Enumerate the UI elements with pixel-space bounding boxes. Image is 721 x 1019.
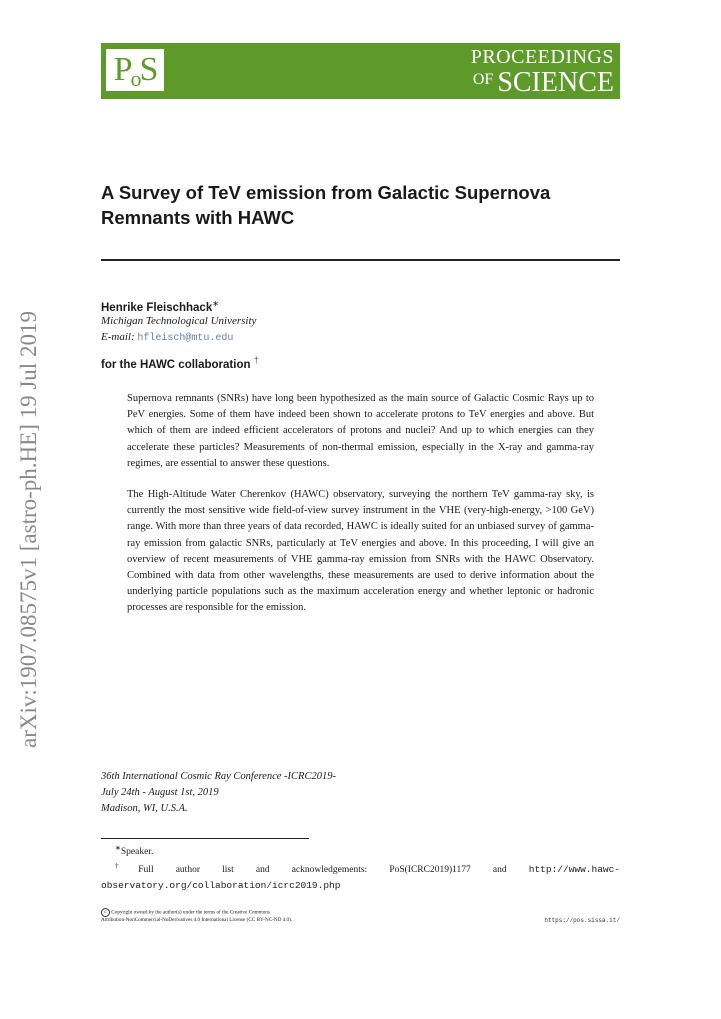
conference-location: Madison, WI, U.S.A. <box>101 803 188 814</box>
copyright-icon: c <box>101 908 110 917</box>
conference-info <box>101 769 336 817</box>
pos-logo-text: PoS <box>113 51 157 91</box>
conference-name: 36th International Cosmic Ray Conference -ICRC2019- <box>101 771 336 782</box>
pos-url-link[interactable]: https://pos.sissa.it/ <box>544 917 620 924</box>
title-divider <box>101 259 620 261</box>
footnote-divider <box>101 838 309 839</box>
arxiv-stamp <box>8 300 58 748</box>
pos-logo <box>106 49 164 91</box>
abstract-paragraph-1: Supernova remnants (SNRs) have long been hypothesized as the main source of Galactic Cosmic Rays up to PeV energies. Some of them have indeed been shown to accelerate protons to TeV energies and above. But which of them are indeed efficient accelerators of protons and nuclei? And up to which energies can they accelerate these particles? Measurements of non-thermal emission, especially in the X-ray and gamma-ray regimes, are essential to answer these questions. <box>127 393 594 469</box>
author-name: Henrike Fleischhack∗ <box>101 299 219 314</box>
science-label: $^{OF}$ SCIENCE <box>472 67 614 98</box>
pos-banner <box>101 43 620 99</box>
arxiv-stamp-text: arXiv:1907.08575v1 [astro-ph.HE] 19 Jul 2019 <box>16 311 41 748</box>
proceedings-label: PROCEEDINGS <box>470 46 614 68</box>
conference-dates: July 24th - August 1st, 2019 <box>101 787 219 798</box>
abstract-paragraph-2: The High-Altitude Water Cherenkov (HAWC) observatory, surveying the northern TeV gamma-ray sky, is currently the most sensitive wide field-of-view survey instrument in the VHE (very-high-energy, >100 GeV) range. With more than three years of data recorded, HAWC is ideally suited for an unbiased survey of gamma-ray emission from galactic SNRs, particularly at TeV energies and above. In this proceeding, I will give an overview of recent measurements of VHE gamma-ray emission from SNRs with the HAWC Observatory. Combined with data from other wavelengths, these measurements are used to derive information about the underlying particle populations such as the maximum acceleration energy and whether leptonic or hadronic processes are responsible for the emission. <box>127 489 594 614</box>
footnote-speaker: ∗Speaker. <box>115 844 154 858</box>
collaboration-link[interactable]: http://www.hawc-observatory.org/collaboration/icrc2019.php <box>101 864 620 892</box>
paper-title: A Survey of TeV emission from Galactic Supernova Remnants with HAWC <box>101 182 551 228</box>
email-link[interactable]: hfleisch@mtu.edu <box>137 333 234 344</box>
proceedings-of-science <box>471 47 614 97</box>
author-email: E-mail: hfleisch@mtu.edu <box>101 331 234 344</box>
copyright-notice: c Copyright owned by the author(s) under the terms of the Creative Commons Attribution-NonCommercial-NoDerivatives 4.0 International License (CC BY-NC-ND 4.0). <box>101 909 293 923</box>
author-affiliation: Michigan Technological University <box>101 315 257 327</box>
footnote-collaboration: †Full author list and acknowledgements: PoS(ICRC2019)1177 and http://www.hawc-observatory.org/collaboration/icrc2019.php <box>101 862 620 892</box>
collaboration: for the HAWC collaboration † <box>101 355 259 371</box>
